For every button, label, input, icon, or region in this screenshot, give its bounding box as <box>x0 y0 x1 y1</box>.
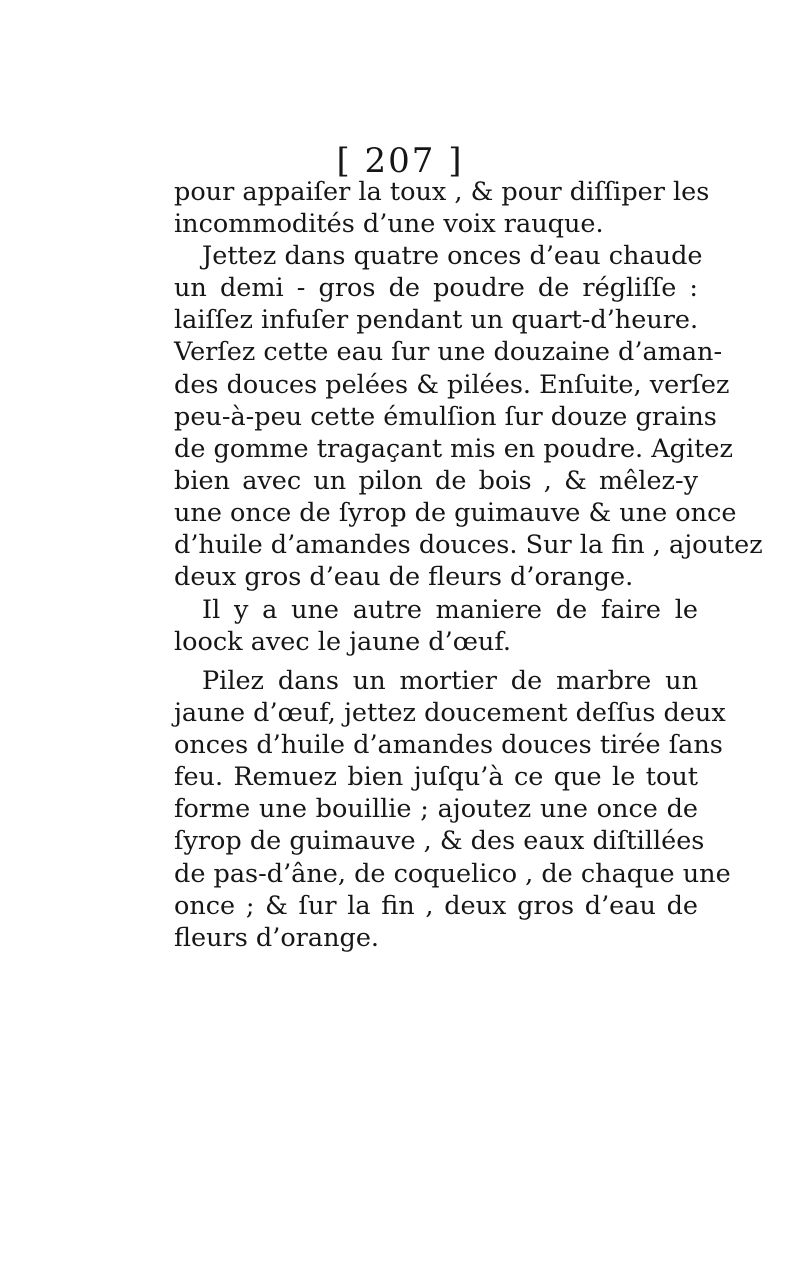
text-line: Verſez cette eau ſur une douzaine d’aman- <box>174 337 723 368</box>
text-line: onces d’huile d’amandes douces tirée ſans <box>174 730 723 761</box>
text-line: jaune d’œuf, jettez doucement deſſus deux <box>174 698 726 729</box>
text-line: de pas-d’âne, de coquelico , de chaque une <box>174 858 731 889</box>
text-line: Jettez dans quatre onces d’eau chaude <box>202 241 703 272</box>
paragraph-intro-variant <box>174 594 698 658</box>
text-line: fleurs d’orange. <box>174 922 380 953</box>
text-line: des douces pelées & pilées. Enſuite, verſez <box>174 369 730 400</box>
text-line: d’huile d’amandes douces. Sur la fin , ajoutez <box>174 530 763 561</box>
page-number-header: [ 207 ] <box>336 141 464 181</box>
text-line: forme une bouillie ; ajoutez une once de <box>174 794 698 825</box>
text-line: bien avec un pilon de bois , & mêlez-y <box>174 465 698 496</box>
text-line: feu. Remuez bien juſqu’à ce que le tout <box>174 762 698 793</box>
text-line: once ; & ſur la fin , deux gros d’eau de <box>174 890 698 921</box>
text-line: incommodités d’une voix rauque. <box>174 209 604 240</box>
paragraph-recipe-2 <box>174 665 731 954</box>
text-line: loock avec le jaune d’œuf. <box>174 627 511 658</box>
paragraph-recipe-1 <box>174 176 763 593</box>
text-line: Pilez dans un mortier de marbre un <box>202 666 698 696</box>
text-line: Il y a une autre maniere de faire le <box>202 595 698 625</box>
text-line: pour appaiſer la toux , & pour diſſiper les <box>174 177 710 207</box>
text-line: une once de ſyrop de guimauve & une once <box>174 497 737 528</box>
text-line: un demi - gros de poudre de régliſſe : <box>174 273 698 304</box>
text-line: laiſſez infuſer pendant un quart-d’heure. <box>174 305 699 336</box>
text-line: ſyrop de guimauve , & des eaux diſtillées <box>174 826 705 857</box>
text-line: de gomme tragaçant mis en poudre. Agitez <box>174 433 733 464</box>
text-line: peu-à-peu cette émulſion ſur douze grains <box>174 401 717 432</box>
text-line: deux gros d’eau de fleurs d’orange. <box>174 562 634 593</box>
